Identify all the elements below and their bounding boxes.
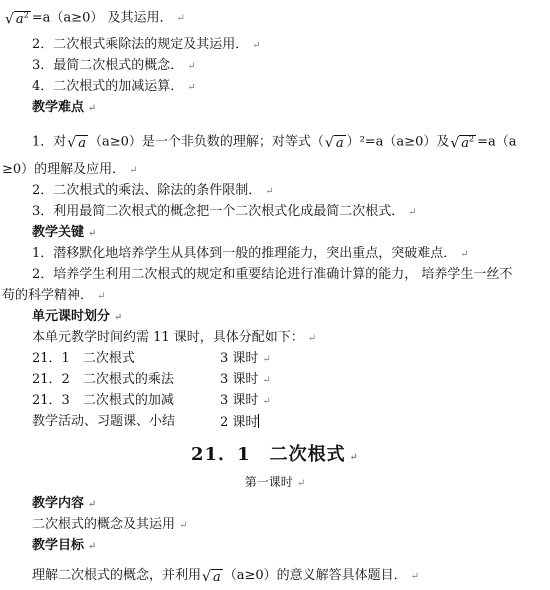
goal-text: 理解二次根式的概念，并利用√ a （a≥0）的意义解答具体题目． ↵ — [32, 568, 420, 585]
key-2-cont: 苟的科学精神． ↵ — [2, 288, 106, 303]
sqrt-a: √ a — [324, 135, 344, 152]
objective-2: 2．二次根式乘除法的规定及其运用． ↵ — [32, 37, 261, 52]
difficulty-1: 1．对√ a （a≥0）是一个非负数的理解；对等式（√ a ）²=a（a≥0）及√ $a^2 =a(a$ — [32, 132, 517, 152]
schedule-hours: 3 课时 ↵ — [220, 351, 271, 366]
heading-key: 教学关键 ↵ — [32, 225, 97, 240]
schedule-hours: 3 课时 ↵ — [220, 393, 271, 408]
schedule-intro: 本单元教学时间约需 11 课时，具体分配如下： ↵ — [32, 330, 317, 345]
schedule-hours: 2 课时 — [220, 415, 259, 430]
objective-4: 4．二次根式的加减运算． ↵ — [32, 79, 196, 94]
heading-goal: 教学目标 ↵ — [32, 538, 97, 553]
schedule-row: 21．2 二次根式的乘法 — [32, 372, 174, 387]
objective-3: 3．最简二次根式的概念． ↵ — [32, 58, 196, 73]
section-subtitle: 第一课时 ↵ — [244, 475, 306, 489]
heading-difficulty: 教学难点 ↵ — [32, 100, 97, 115]
content-text: 二次根式的概念及其运用 ↵ — [32, 517, 188, 532]
key-2: 2．培养学生利用二次根式的规定和重要结论进行准确计算的能力， 培养学生一丝不 — [32, 267, 513, 282]
schedule-row: 教学活动、习题课、小结 — [32, 414, 176, 429]
sqrt-a: √ a — [202, 569, 221, 585]
section-title: 21．1 二次根式 ↵ — [191, 444, 359, 465]
key-1: 1．潜移默化地培养学生从具体到一般的推理能力，突出重点，突破难点． ↵ — [32, 246, 469, 261]
schedule-hours: 3 课时 ↵ — [220, 372, 271, 387]
sqrt-a-squared: √ $a^2$ — [5, 11, 29, 28]
sqrt-a-squared: √ $a^2$ — [450, 135, 475, 152]
heading-unit-schedule: 单元课时划分 ↵ — [32, 309, 123, 324]
sqrt-a: √ a — [67, 135, 86, 152]
schedule-row: 21．1 二次根式 — [32, 351, 135, 366]
text-cursor — [258, 414, 259, 428]
schedule-row: 21．3 二次根式的加减 — [32, 393, 174, 408]
line-sqrt-a2: √ $a^2 =a(a\ge 0)$ 及其运用． ↵ — [4, 8, 185, 28]
difficulty-3: 3．利用最简二次根式的概念把一个二次根式化成最简二次根式． ↵ — [32, 204, 417, 219]
difficulty-1-cont: ≥0）的理解及应用． ↵ — [2, 162, 138, 177]
difficulty-2: 2．二次根式的乘法、除法的条件限制． ↵ — [32, 183, 274, 198]
heading-content: 教学内容 ↵ — [32, 496, 97, 511]
